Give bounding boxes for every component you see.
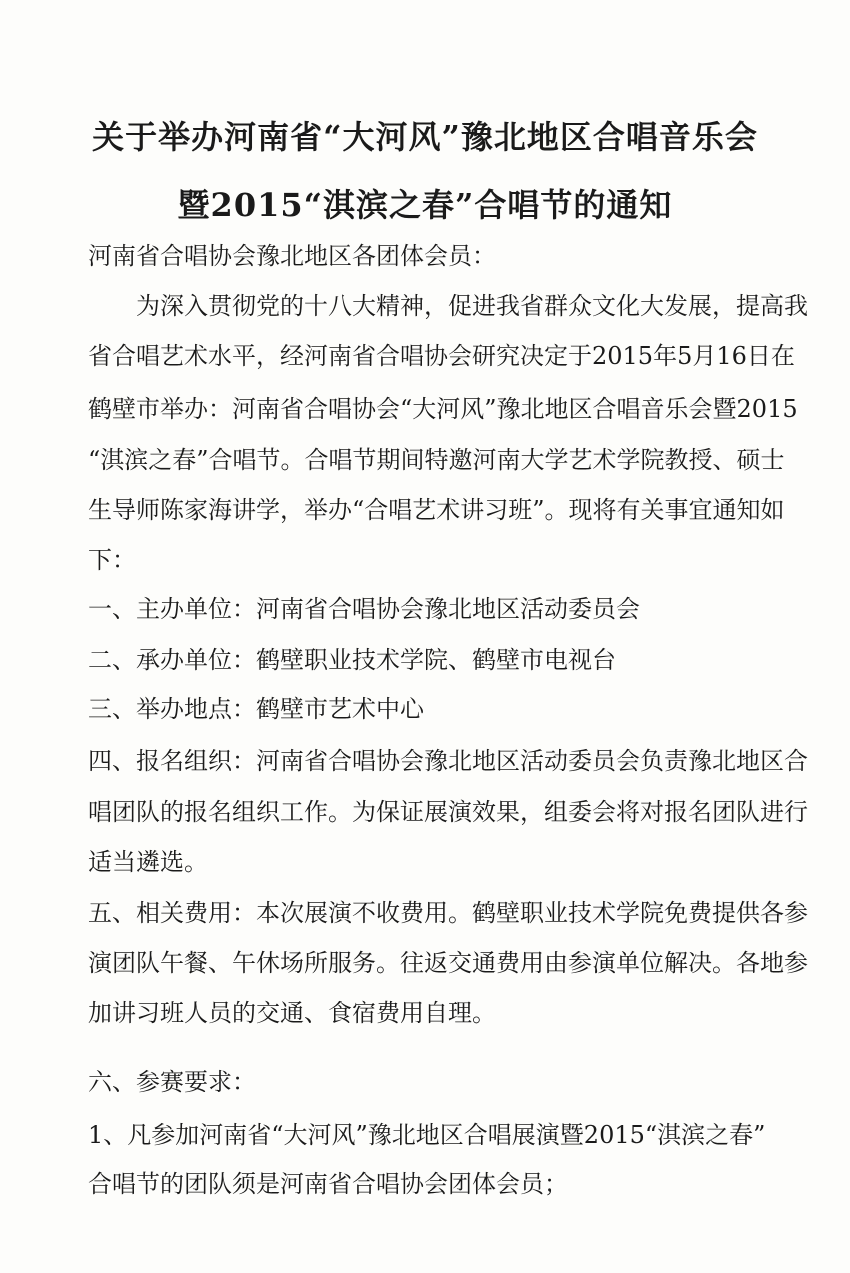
requirement-item-cont: 合唱节的团队须是河南省合唱协会团体会员； [88, 1170, 568, 1198]
list-item-registration-cont: 唱团队的报名组织工作。为保证展演效果，组委会将对报名团队进行 [88, 798, 808, 826]
intro-line: 下： [88, 546, 136, 574]
section-requirements: 六、参赛要求： [88, 1068, 256, 1096]
list-item-organizer: 一、主办单位：河南省合唱协会豫北地区活动委员会 [88, 595, 640, 623]
list-item-fees: 五、相关费用：本次展演不收费用。鹤壁职业技术学院免费提供各参 [88, 899, 808, 927]
intro-line: 为深入贯彻党的十八大精神，促进我省群众文化大发展，提高我 [88, 292, 808, 320]
intro-line: 生导师陈家海讲学，举办“合唱艺术讲习班”。现将有关事宜通知如 [88, 496, 785, 524]
requirement-item: 1、凡参加河南省“大河风”豫北地区合唱展演暨2015“淇滨之春” [88, 1121, 766, 1149]
list-item-fees-cont: 演团队午餐、午休场所服务。往返交通费用由参演单位解决。各地参 [88, 949, 808, 977]
title-line-2: 暨2015“淇滨之春”合唱节的通知 [177, 186, 673, 224]
list-item-registration: 四、报名组织：河南省合唱协会豫北地区活动委员会负责豫北地区合 [88, 747, 808, 775]
salutation: 河南省合唱协会豫北地区各团体会员： [88, 242, 496, 270]
list-item-registration-cont: 适当遴选。 [88, 848, 208, 876]
list-item-venue: 三、举办地点：鹤壁市艺术中心 [88, 695, 424, 723]
list-item-host: 二、承办单位：鹤壁职业技术学院、鹤壁市电视台 [88, 646, 616, 674]
title-line-1: 关于举办河南省“大河风”豫北地区合唱音乐会 [92, 118, 758, 156]
intro-line: 省合唱艺术水平，经河南省合唱协会研究决定于2015年5月16日在 [88, 342, 795, 370]
intro-line: 鹤壁市举办：河南省合唱协会“大河风”豫北地区合唱音乐会暨2015 [88, 395, 798, 423]
list-item-fees-cont: 加讲习班人员的交通、食宿费用自理。 [88, 999, 496, 1027]
intro-line: “淇滨之春”合唱节。合唱节期间特邀河南大学艺术学院教授、硕士 [88, 446, 785, 474]
